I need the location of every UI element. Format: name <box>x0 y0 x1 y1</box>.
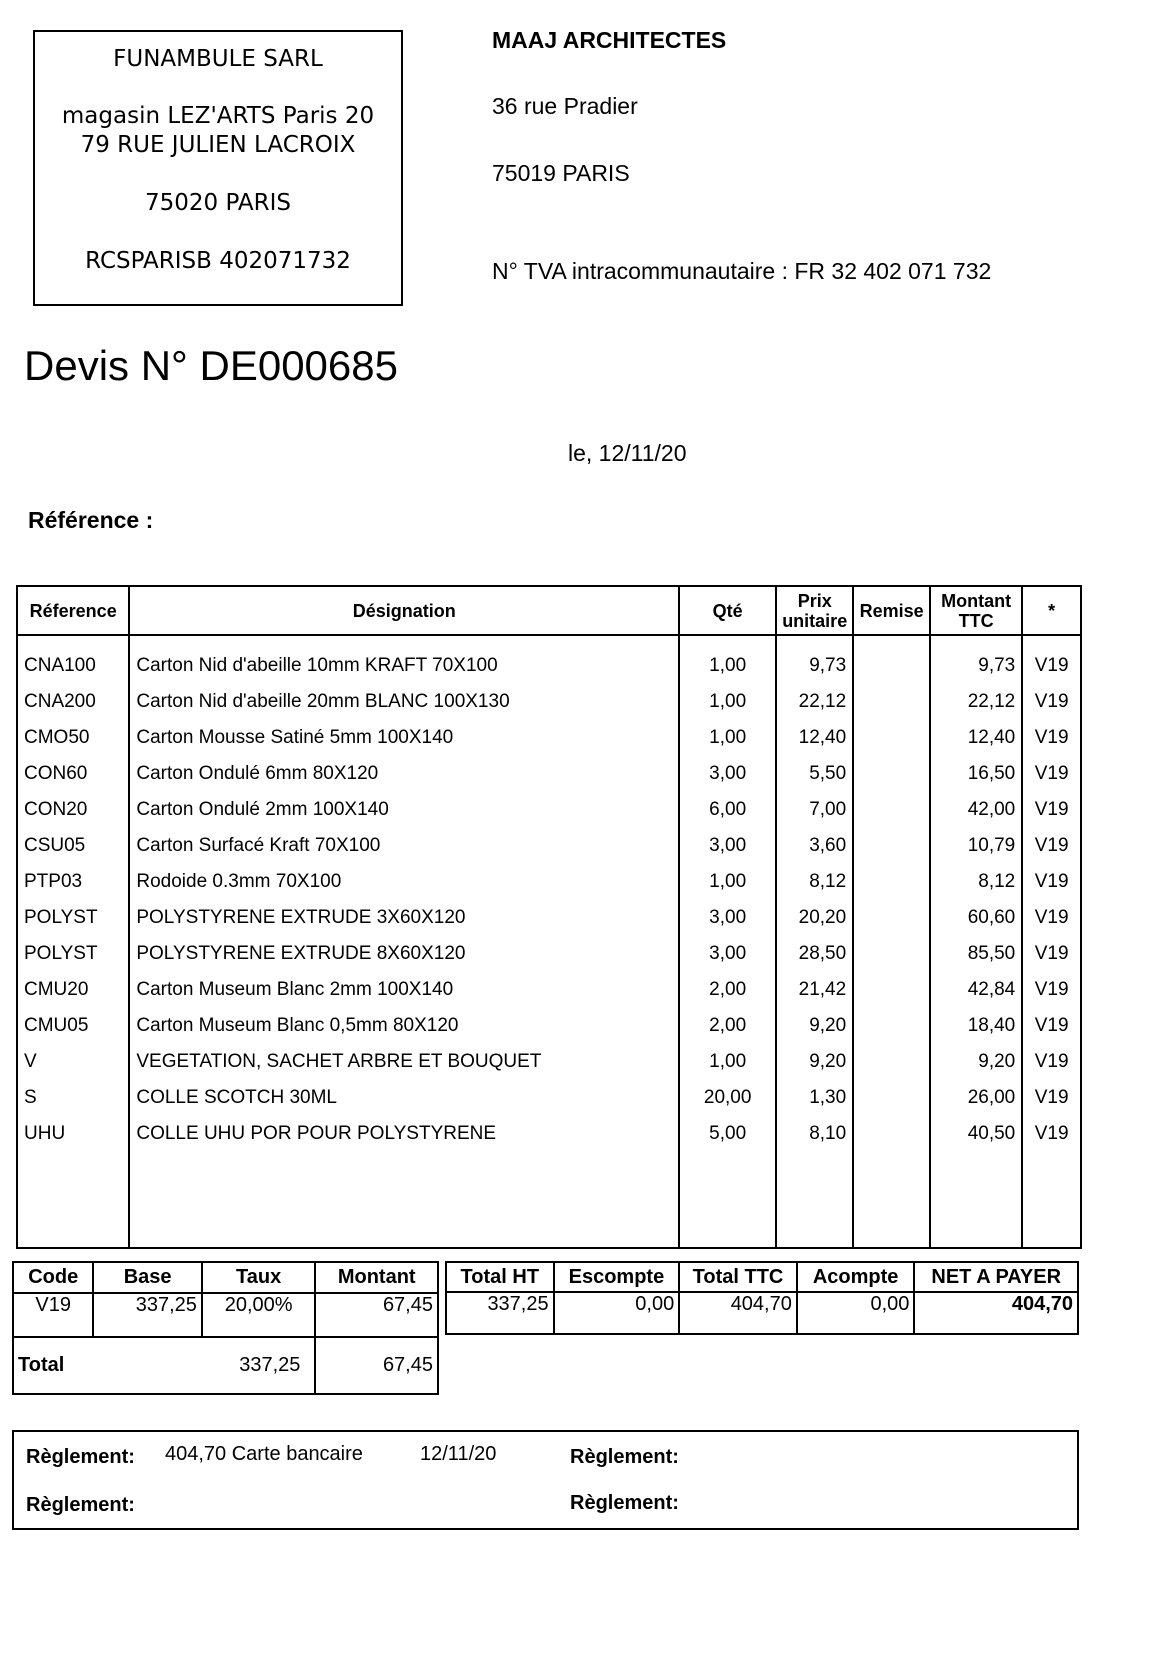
line-designation: Carton Mousse Satiné 5mm 100X140 <box>129 720 679 756</box>
payment-1-detail: 404,70 Carte bancaire <box>165 1443 363 1465</box>
payment-box <box>12 1430 1079 1530</box>
line-ref: V <box>17 1044 129 1080</box>
line-discount <box>853 936 930 972</box>
line-amount: 26,00 <box>930 1080 1022 1116</box>
table-row <box>17 684 1081 720</box>
line-discount <box>853 684 930 720</box>
line-unit-price: 9,20 <box>776 1044 853 1080</box>
line-vat-code: V19 <box>1022 1080 1081 1116</box>
line-unit-price: 12,40 <box>776 720 853 756</box>
line-unit-price: 5,50 <box>776 756 853 792</box>
table-row <box>17 756 1081 792</box>
line-qty: 3,00 <box>679 828 776 864</box>
vat-total-cell <box>13 1337 315 1394</box>
line-amount: 40,50 <box>930 1116 1022 1152</box>
net-to-pay-value: 404,70 <box>914 1292 1078 1334</box>
seller-rcs: RCSPARISB 402071732 <box>85 248 351 274</box>
line-discount <box>853 972 930 1008</box>
line-ref: POLYST <box>17 900 129 936</box>
vat-total-label: Total <box>18 1353 65 1376</box>
line-amount: 42,84 <box>930 972 1022 1008</box>
seller-store: magasin LEZ'ARTS Paris 20 <box>61 103 375 129</box>
vat-total-amount: 67,45 <box>315 1337 438 1394</box>
line-discount <box>853 635 930 684</box>
line-unit-price: 21,42 <box>776 972 853 1008</box>
line-vat-code: V19 <box>1022 635 1081 684</box>
col-header-qty: Qté <box>679 586 776 635</box>
line-ref: CNA100 <box>17 635 129 684</box>
empty-cell <box>776 1152 853 1248</box>
line-designation: COLLE SCOTCH 30ML <box>129 1080 679 1116</box>
line-unit-price: 9,73 <box>776 635 853 684</box>
line-designation: Carton Museum Blanc 0,5mm 80X120 <box>129 1008 679 1044</box>
col-header-amount: Montant TTC <box>930 586 1022 635</box>
table-row <box>17 792 1081 828</box>
line-ref: CNA200 <box>17 684 129 720</box>
client-name: MAAJ ARCHITECTES <box>492 27 727 53</box>
line-designation: COLLE UHU POR POUR POLYSTYRENE <box>129 1116 679 1152</box>
payment-label-1: Règlement: <box>26 1446 135 1468</box>
line-designation: POLYSTYRENE EXTRUDE 8X60X120 <box>129 936 679 972</box>
line-qty: 20,00 <box>679 1080 776 1116</box>
line-discount <box>853 828 930 864</box>
table-row <box>17 828 1081 864</box>
total-ttc-value: 404,70 <box>679 1292 797 1334</box>
line-vat-code: V19 <box>1022 972 1081 1008</box>
table-row <box>17 936 1081 972</box>
line-discount <box>853 1008 930 1044</box>
line-designation: POLYSTYRENE EXTRUDE 3X60X120 <box>129 900 679 936</box>
line-amount: 9,73 <box>930 635 1022 684</box>
totals-table <box>445 1261 1079 1335</box>
line-unit-price: 9,20 <box>776 1008 853 1044</box>
line-vat-code: V19 <box>1022 936 1081 972</box>
line-qty: 2,00 <box>679 972 776 1008</box>
line-discount <box>853 900 930 936</box>
total-ht-value: 337,25 <box>446 1292 554 1334</box>
line-discount <box>853 720 930 756</box>
deposit-value: 0,00 <box>797 1292 915 1334</box>
line-ref: CON20 <box>17 792 129 828</box>
line-designation: Carton Nid d'abeille 10mm KRAFT 70X100 <box>129 635 679 684</box>
payment-label-3: Règlement: <box>26 1494 135 1516</box>
line-vat-code: V19 <box>1022 1008 1081 1044</box>
table-header-row <box>17 586 1081 635</box>
line-vat-code: V19 <box>1022 684 1081 720</box>
line-discount <box>853 1116 930 1152</box>
line-designation: Carton Nid d'abeille 20mm BLANC 100X130 <box>129 684 679 720</box>
line-unit-price: 3,60 <box>776 828 853 864</box>
totals-header-discount: Escompte <box>554 1262 680 1292</box>
line-discount <box>853 864 930 900</box>
vat-base: 337,25 <box>93 1293 202 1337</box>
line-amount: 16,50 <box>930 756 1022 792</box>
line-unit-price: 8,10 <box>776 1116 853 1152</box>
quote-date: le, 12/11/20 <box>568 440 687 466</box>
line-designation: Carton Museum Blanc 2mm 100X140 <box>129 972 679 1008</box>
line-unit-price: 7,00 <box>776 792 853 828</box>
line-qty: 6,00 <box>679 792 776 828</box>
quote-title: Devis N° DE000685 <box>24 342 398 389</box>
vat-code: V19 <box>13 1293 93 1337</box>
discount-value: 0,00 <box>554 1292 680 1334</box>
empty-cell <box>1022 1152 1081 1248</box>
line-unit-price: 1,30 <box>776 1080 853 1116</box>
client-street: 36 rue Pradier <box>492 93 638 119</box>
line-items-table <box>16 585 1082 1249</box>
table-row <box>17 635 1081 684</box>
line-amount: 85,50 <box>930 936 1022 972</box>
line-ref: CMU05 <box>17 1008 129 1044</box>
line-qty: 3,00 <box>679 900 776 936</box>
totals-header-ttc: Total TTC <box>679 1262 797 1292</box>
table-row <box>17 1080 1081 1116</box>
empty-cell <box>853 1152 930 1248</box>
line-vat-code: V19 <box>1022 1044 1081 1080</box>
empty-cell <box>930 1152 1022 1248</box>
vat-total-base: 337,25 <box>239 1353 301 1376</box>
line-qty: 5,00 <box>679 1116 776 1152</box>
col-header-vat-flag: * <box>1022 586 1081 635</box>
line-vat-code: V19 <box>1022 792 1081 828</box>
seller-address-box <box>33 30 403 306</box>
empty-cell <box>17 1152 129 1248</box>
vat-rate: 20,00% <box>202 1293 316 1337</box>
table-row <box>17 1008 1081 1044</box>
line-qty: 1,00 <box>679 684 776 720</box>
line-vat-code: V19 <box>1022 864 1081 900</box>
line-amount: 22,12 <box>930 684 1022 720</box>
seller-name: FUNAMBULE SARL <box>113 46 323 72</box>
empty-cell <box>679 1152 776 1248</box>
line-vat-code: V19 <box>1022 756 1081 792</box>
line-amount: 18,40 <box>930 1008 1022 1044</box>
vat-header-amount: Montant <box>315 1262 438 1293</box>
line-amount: 8,12 <box>930 864 1022 900</box>
seller-street: 79 RUE JULIEN LACROIX <box>80 132 356 158</box>
payment-1-date: 12/11/20 <box>420 1443 497 1465</box>
line-designation: Carton Ondulé 6mm 80X120 <box>129 756 679 792</box>
col-header-designation: Désignation <box>129 586 679 635</box>
line-qty: 1,00 <box>679 864 776 900</box>
line-amount: 42,00 <box>930 792 1022 828</box>
table-row <box>17 1044 1081 1080</box>
col-header-ref: Réference <box>17 586 129 635</box>
line-amount: 10,79 <box>930 828 1022 864</box>
client-city: 75019 PARIS <box>492 160 630 186</box>
line-vat-code: V19 <box>1022 720 1081 756</box>
table-filler-row <box>17 1152 1081 1248</box>
reference-label: Référence : <box>28 507 154 533</box>
totals-header-deposit: Acompte <box>797 1262 915 1292</box>
line-discount <box>853 792 930 828</box>
line-discount <box>853 1080 930 1116</box>
line-designation: Rodoide 0.3mm 70X100 <box>129 864 679 900</box>
table-row <box>17 864 1081 900</box>
line-ref: S <box>17 1080 129 1116</box>
table-row <box>17 720 1081 756</box>
line-amount: 60,60 <box>930 900 1022 936</box>
line-amount: 12,40 <box>930 720 1022 756</box>
vat-header-code: Code <box>13 1262 93 1293</box>
vat-summary-table <box>12 1261 439 1395</box>
table-row <box>17 1116 1081 1152</box>
line-ref: POLYST <box>17 936 129 972</box>
line-unit-price: 20,20 <box>776 900 853 936</box>
line-discount <box>853 756 930 792</box>
line-designation: VEGETATION, SACHET ARBRE ET BOUQUET <box>129 1044 679 1080</box>
line-vat-code: V19 <box>1022 1116 1081 1152</box>
line-ref: CMO50 <box>17 720 129 756</box>
table-row <box>17 972 1081 1008</box>
totals-header-net: NET A PAYER <box>914 1262 1078 1292</box>
line-discount <box>853 1044 930 1080</box>
line-qty: 1,00 <box>679 635 776 684</box>
line-ref: CMU20 <box>17 972 129 1008</box>
line-ref: PTP03 <box>17 864 129 900</box>
line-designation: Carton Ondulé 2mm 100X140 <box>129 792 679 828</box>
line-qty: 2,00 <box>679 1008 776 1044</box>
vat-header-rate: Taux <box>202 1262 316 1293</box>
line-ref: CON60 <box>17 756 129 792</box>
line-qty: 3,00 <box>679 936 776 972</box>
line-designation: Carton Surfacé Kraft 70X100 <box>129 828 679 864</box>
vat-amount: 67,45 <box>315 1293 438 1337</box>
line-vat-code: V19 <box>1022 900 1081 936</box>
payment-label-2: Règlement: <box>570 1446 679 1468</box>
line-vat-code: V19 <box>1022 828 1081 864</box>
table-row <box>17 900 1081 936</box>
vat-header-base: Base <box>93 1262 202 1293</box>
line-unit-price: 22,12 <box>776 684 853 720</box>
totals-header-ht: Total HT <box>446 1262 554 1292</box>
seller-city: 75020 PARIS <box>145 190 291 216</box>
line-unit-price: 28,50 <box>776 936 853 972</box>
client-vat-number: N° TVA intracommunautaire : FR 32 402 071 732 <box>492 258 992 284</box>
line-qty: 1,00 <box>679 1044 776 1080</box>
line-ref: CSU05 <box>17 828 129 864</box>
line-ref: UHU <box>17 1116 129 1152</box>
empty-cell <box>129 1152 679 1248</box>
line-qty: 1,00 <box>679 720 776 756</box>
line-amount: 9,20 <box>930 1044 1022 1080</box>
line-qty: 3,00 <box>679 756 776 792</box>
col-header-unit-price: Prix unitaire <box>776 586 853 635</box>
col-header-discount: Remise <box>853 586 930 635</box>
payment-label-4: Règlement: <box>570 1492 679 1514</box>
line-unit-price: 8,12 <box>776 864 853 900</box>
